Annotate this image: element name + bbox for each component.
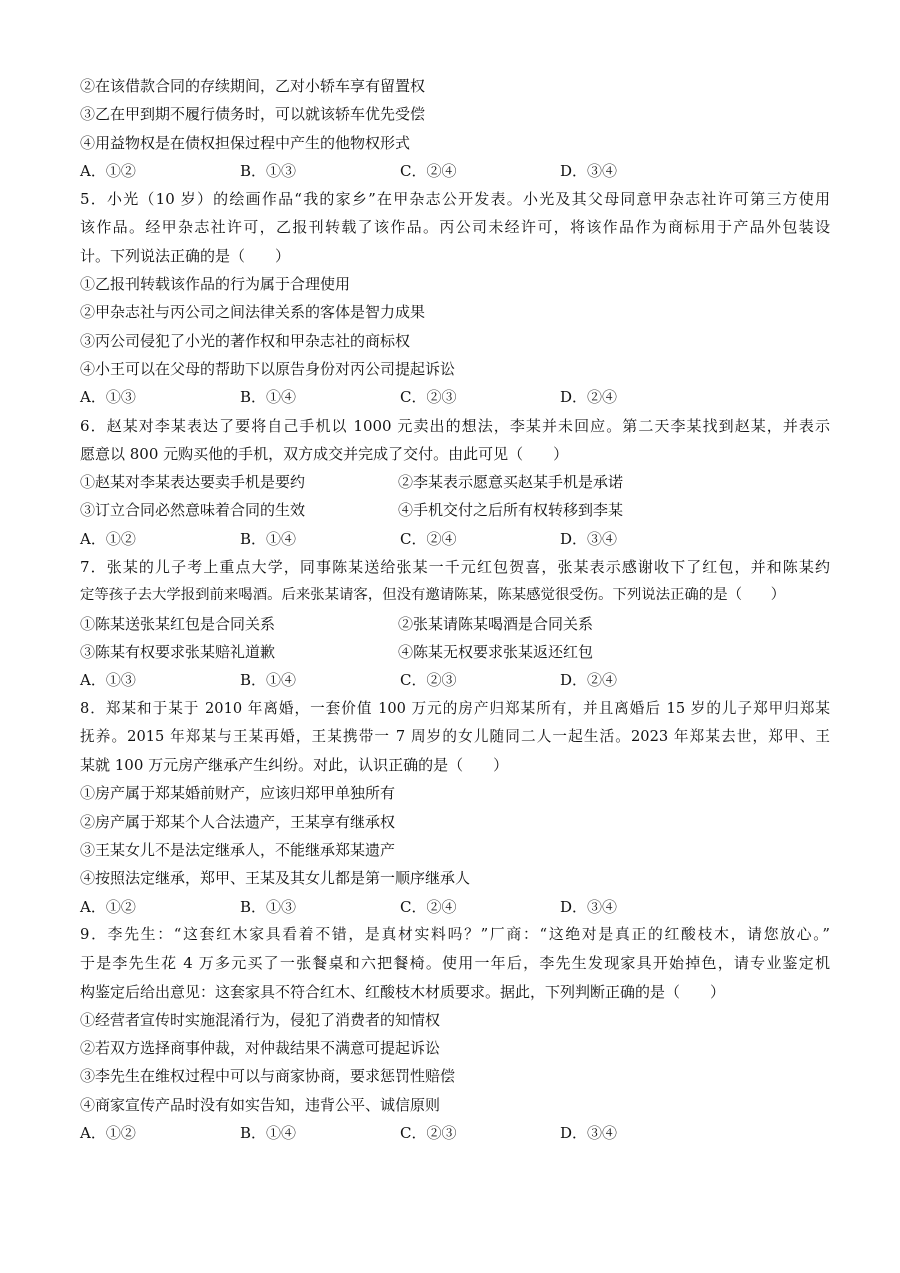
page-content (80, 72, 830, 1147)
q6-options (80, 525, 830, 553)
q5-item: ③丙公司侵犯了小光的著作权和甲杂志社的商标权 (80, 331, 411, 350)
q5-stem-line: 5．小光（10 岁）的绘画作品“我的家乡”在甲杂志公开发表。小光及其父母同意甲杂志社许可第三方使用 (80, 190, 830, 209)
q8-item: ④按照法定继承，郑甲、王某及其女儿都是第一顺序继承人 (80, 869, 471, 888)
q8-option-a[interactable]: A．①② (80, 897, 136, 916)
q8-item: ②房产属于郑某个人合法遗产，王某享有继承权 (80, 812, 396, 831)
q4-item: ④用益物权是在债权担保过程中产生的他物权形式 (80, 133, 411, 152)
q9-stem-line: 于是李先生花 4 万多元买了一张餐桌和六把餐椅。使用一年后，李先生发现家具开始掉色，请专业鉴定机 (80, 954, 830, 973)
q7-options (80, 666, 830, 694)
q4-option-a[interactable]: A．①② (80, 161, 136, 180)
q8-option-c[interactable]: C．②④ (400, 897, 457, 916)
q4-option-d[interactable]: D．③④ (560, 161, 618, 180)
q6-option-c[interactable]: C．②④ (400, 529, 457, 548)
q4-option-c[interactable]: C．②④ (400, 161, 457, 180)
q6-option-d[interactable]: D．③④ (560, 529, 618, 548)
q7-option-b[interactable]: B．①④ (240, 671, 297, 690)
q7-item: ②张某请陈某喝酒是合同关系 (398, 614, 594, 633)
q7-item: ①陈某送张某红包是合同关系 (80, 614, 276, 633)
q6-stem-line: 愿意以 800 元购买他的手机，双方成交并完成了交付。由此可见（ ） (80, 444, 569, 463)
q9-item: ③李先生在维权过程中可以与商家协商，要求惩罚性赔偿 (80, 1067, 456, 1086)
q4-item: ③乙在甲到期不履行债务时，可以就该轿车优先受偿 (80, 105, 426, 124)
q8-stem-line: 某就 100 万元房产继承产生纠纷。对此，认识正确的是（ ） (80, 756, 509, 775)
q7-stem-line: 定等孩子去大学报到前来喝酒。后来张某请客，但没有邀请陈某，陈某感觉很受伤。下列说法正确的是（ ） (80, 587, 786, 604)
q6-item: ①赵某对李某表达要卖手机是要约 (80, 473, 306, 492)
q6-option-b[interactable]: B．①④ (240, 529, 297, 548)
q6-item: ③订立合同必然意味着合同的生效 (80, 501, 306, 520)
q7-item: ③陈某有权要求张某赔礼道歉 (80, 642, 276, 661)
q4-option-b[interactable]: B．①③ (240, 161, 297, 180)
q9-item: ①经营者宣传时实施混淆行为，侵犯了消费者的知情权 (80, 1010, 441, 1029)
q6-stem-line: 6．赵某对李某表达了要将自己手机以 1000 元卖出的想法，李某并未回应。第二天李某找到赵某，并表示 (80, 416, 830, 435)
q5-item: ①乙报刊转载该作品的行为属于合理使用 (80, 275, 351, 294)
q6-item: ④手机交付之后所有权转移到李某 (398, 501, 624, 520)
q5-option-c[interactable]: C．②③ (400, 388, 457, 407)
q6-item-row (80, 468, 830, 496)
q8-item: ③王某女儿不是法定继承人，不能继承郑某遗产 (80, 841, 396, 860)
q9-stem-line: 构鉴定后给出意见：这套家具不符合红木、红酸枝木材质要求。据此，下列判断正确的是（ ） (80, 982, 726, 1001)
q9-option-d[interactable]: D．③④ (560, 1123, 618, 1142)
q7-item-row (80, 610, 830, 638)
q5-item: ②甲杂志社与丙公司之间法律关系的客体是智力成果 (80, 303, 426, 322)
q9-options (80, 1119, 830, 1147)
q4-options (80, 157, 830, 185)
q9-item: ②若双方选择商事仲裁，对仲裁结果不满意可提起诉讼 (80, 1039, 441, 1058)
q5-item: ④小王可以在父母的帮助下以原告身份对丙公司提起诉讼 (80, 359, 456, 378)
q5-option-d[interactable]: D．②④ (560, 388, 618, 407)
q6-option-a[interactable]: A．①② (80, 529, 136, 548)
q9-item: ④商家宣传产品时没有如实告知，违背公平、诚信原则 (80, 1095, 441, 1114)
q8-stem-line: 抚养。2015 年郑某与王某再婚，王某携带一 7 周岁的女儿随同二人一起生活。2023 年郑某去世，郑甲、王 (80, 727, 830, 745)
q5-stem-line: 该作品。经甲杂志社许可，乙报刊转载了该作品。丙公司未经许可，将该作品作为商标用于产品外包装设 (80, 218, 830, 237)
q9-option-b[interactable]: B．①④ (240, 1123, 297, 1142)
q8-option-d[interactable]: D．③④ (560, 897, 618, 916)
q7-option-a[interactable]: A．①③ (80, 671, 136, 690)
q9-option-c[interactable]: C．②③ (400, 1123, 457, 1142)
q6-item: ②李某表示愿意买赵某手机是承诺 (398, 473, 624, 492)
q7-option-c[interactable]: C．②③ (400, 671, 457, 690)
q8-option-b[interactable]: B．①③ (240, 897, 297, 916)
q5-options (80, 383, 830, 411)
q5-stem-line: 计。下列说法正确的是（ ） (80, 246, 291, 265)
q7-option-d[interactable]: D．②④ (560, 671, 618, 690)
q6-item-row (80, 496, 830, 524)
q4-item: ②在该借款合同的存续期间，乙对小轿车享有留置权 (80, 77, 426, 95)
q8-stem-line: 8．郑某和于某于 2010 年离婚，一套价值 100 万元的房产归郑某所有，并且离婚后 15 岁的儿子郑甲归郑某 (80, 699, 830, 717)
q7-item: ④陈某无权要求张某返还红包 (398, 642, 594, 661)
q8-options (80, 893, 830, 921)
q5-option-b[interactable]: B．①④ (240, 388, 297, 407)
q9-stem-line: 9．李先生：“这套红木家具看着不错，是真材实料吗？”厂商：“这绝对是真正的红酸枝木，请您放心。” (80, 925, 830, 943)
q8-item: ①房产属于郑某婚前财产，应该归郑甲单独所有 (80, 784, 396, 803)
q7-item-row (80, 638, 830, 666)
q5-option-a[interactable]: A．①③ (80, 388, 136, 407)
q7-stem-line: 7．张某的儿子考上重点大学，同事陈某送给张某一千元红包贺喜，张某表示感谢收下了红包，并和陈某约 (80, 558, 830, 577)
q9-option-a[interactable]: A．①② (80, 1123, 136, 1142)
